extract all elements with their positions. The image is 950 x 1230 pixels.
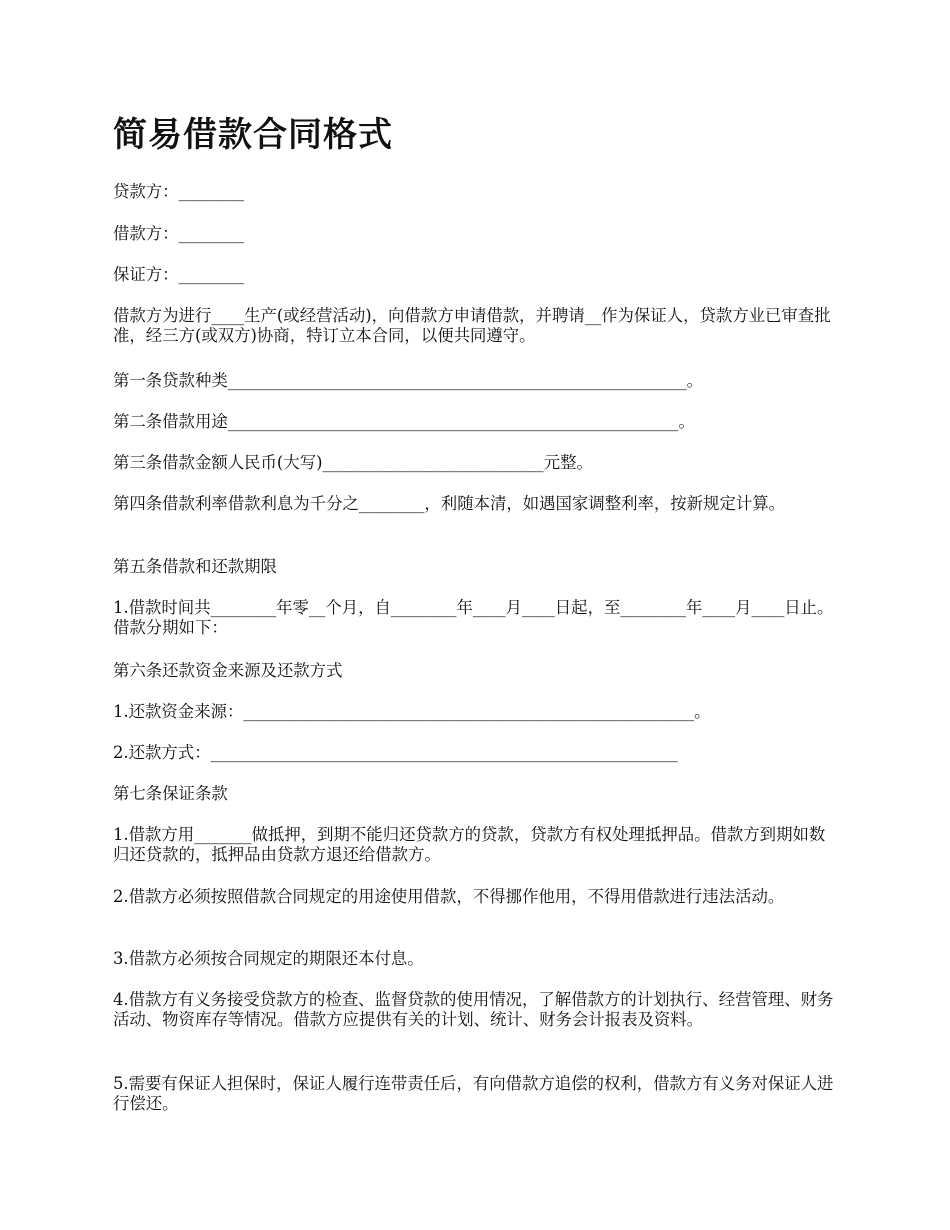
article-5-heading: 第五条借款和还款期限 [113, 557, 277, 576]
article-7-clause-1: 1.借款方用_______做抵押，到期不能归还贷款方的贷款，贷款方有权处理抵押品。借款方到期如数归还贷款的，抵押品由贷款方退还给借款方。 [113, 825, 826, 864]
article-6-clause-1: 1.还款资金来源：_______________________________________________________。 [113, 702, 711, 721]
guarantor-line: 保证方：________ [113, 265, 245, 284]
article-2-loan-purpose: 第二条借款用途_______________________________________________________。 [113, 412, 695, 431]
borrower-line: 借款方：________ [113, 224, 245, 243]
preamble-paragraph: 借款方为进行____生产(或经营活动)，向借款方申请借款，并聘请__作为保证人，贷款方业已审查批准，经三方(或双方)协商，特订立本合同，以便共同遵守。 [113, 306, 831, 345]
article-7-clause-5: 5.需要有保证人担保时，保证人履行连带责任后，有向借款方追偿的权利，借款方有义务对保证人进行偿还。 [113, 1074, 834, 1113]
article-3-loan-amount: 第三条借款金额人民币(大写)___________________________元整。 [113, 453, 593, 472]
article-7-clause-3: 3.借款方必须按合同规定的期限还本付息。 [113, 949, 424, 968]
document-title: 简易借款合同格式 [113, 115, 393, 155]
article-5-clause-1: 1.借款时间共________年零__个月，自________年____月____日起，至________年____月____日止。借款分期如下： [113, 598, 834, 637]
article-6-heading: 第六条还款资金来源及还款方式 [113, 661, 343, 680]
article-6-clause-2: 2.还款方式：_________________________________________________________ [113, 743, 678, 762]
article-7-clause-4: 4.借款方有义务接受贷款方的检查、监督贷款的使用情况，了解借款方的计划执行、经营管理、财务活动、物资库存等情况。借款方应提供有关的计划、统计、财务会计报表及资料。 [113, 990, 834, 1029]
article-7-heading: 第七条保证条款 [113, 784, 228, 803]
article-7-clause-2: 2.借款方必须按照借款合同规定的用途使用借款，不得挪作他用，不得用借款进行违法活动。 [113, 887, 785, 906]
lender-line: 贷款方：________ [113, 182, 245, 201]
article-4-interest-rate: 第四条借款利率借款利息为千分之________，利随本清，如遇国家调整利率，按新规定计算。 [113, 494, 786, 513]
article-1-loan-type: 第一条贷款种类________________________________________________________。 [113, 371, 704, 390]
